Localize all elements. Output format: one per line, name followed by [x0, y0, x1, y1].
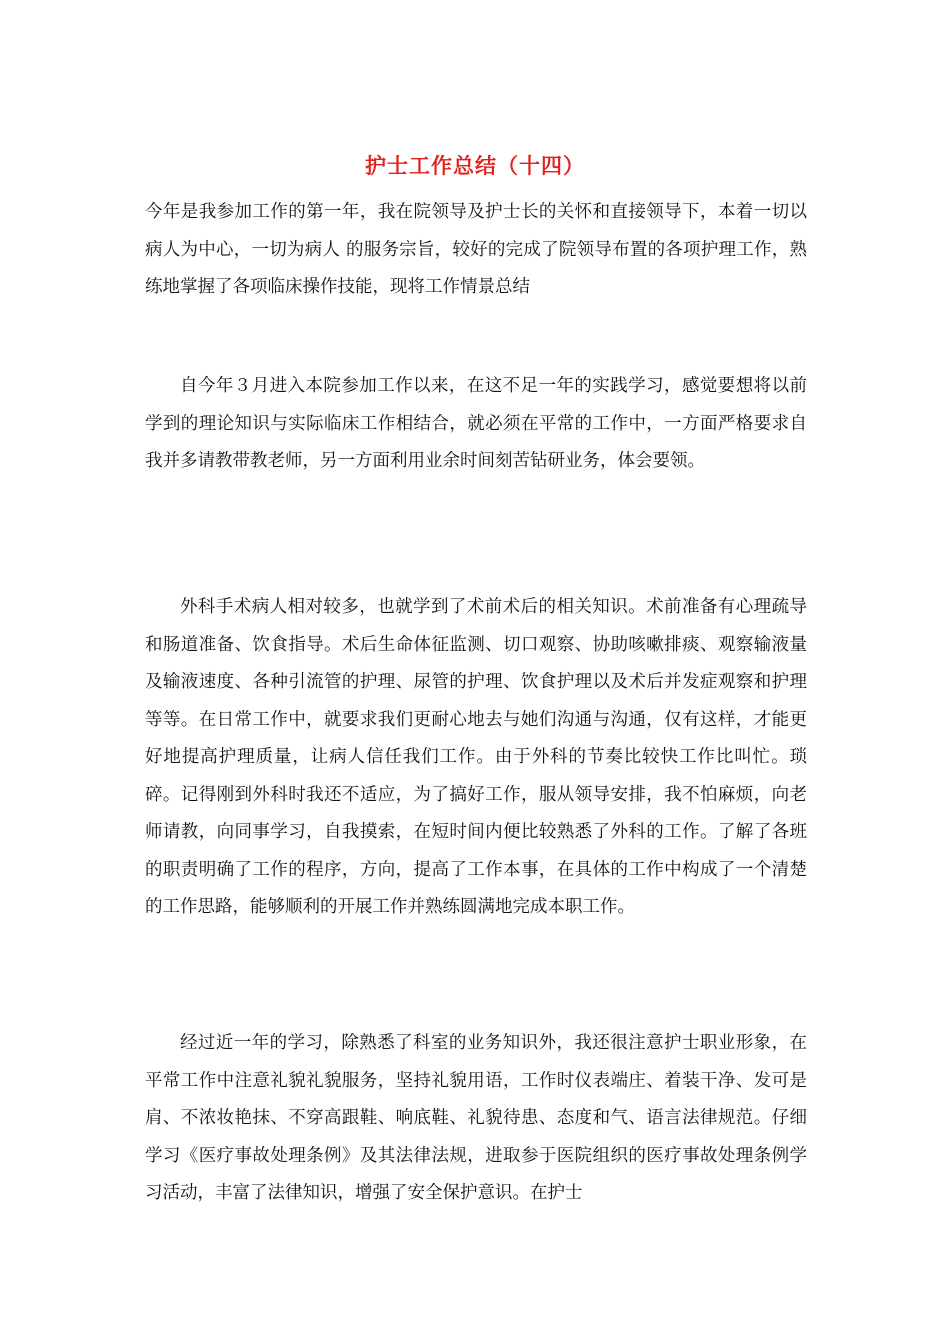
- document-title: 护士工作总结（十四）: [365, 153, 585, 178]
- paragraph-learning: 自今年３月进入本院参加工作以来，在这不足一年的实践学习，感觉要想将以前学到的理论知识与实际临床工作相结合，就必须在平常的工作中，一方面严格要求自我并多请教带教老师，另一方面利用业余时间刻苦钻研业务，体会要领。: [145, 376, 807, 471]
- paragraph-professional-image: 经过近一年的学习，除熟悉了科室的业务知识外，我还很注意护士职业形象，在平常工作中注意礼貌礼貌服务，坚持礼貌用语，工作时仪表端庄、着装干净、发可是肩、不浓妆艳抹、不穿高跟鞋、响底鞋、礼貌待患、态度和气、语言法律规范。仔细学习《医疗事故处理条例》及其法律法规，进取参于医院组织的医疗事故处理条例学习活动，丰富了法律知识，增强了安全保护意识。在护士: [145, 1033, 807, 1203]
- paragraph-intro: 今年是我参加工作的第一年，我在院领导及护士长的关怀和直接领导下，本着一切以病人为中心，一切为病人 的服务宗旨，较好的完成了院领导布置的各项护理工作，熟练地掌握了各项临床操作技能，现将工作情景总结: [145, 202, 807, 297]
- paragraph-surgery: 外科手术病人相对较多，也就学到了术前术后的相关知识。术前准备有心理疏导和肠道准备、饮食指导。术后生命体征监测、切口观察、协助咳嗽排痰、观察输液量及输液速度、各种引流管的护理、尿管的护理、饮食护理以及术后并发症观察和护理等等。在日常工作中，就要求我们更耐心地去与她们沟通与沟通，仅有这样，才能更好地提高护理质量，让病人信任我们工作。由于外科的节奏比较快工作比叫忙。琐碎。记得刚到外科时我还不适应，为了搞好工作，服从领导安排，我不怕麻烦，向老师请教，向同事学习，自我摸索，在短时间内便比较熟悉了外科的工作。了解了各班的职责明确了工作的程序，方向，提高了工作本事，在具体的工作中构成了一个清楚的工作思路，能够顺利的开展工作并熟练圆满地完成本职工作。: [145, 597, 807, 917]
